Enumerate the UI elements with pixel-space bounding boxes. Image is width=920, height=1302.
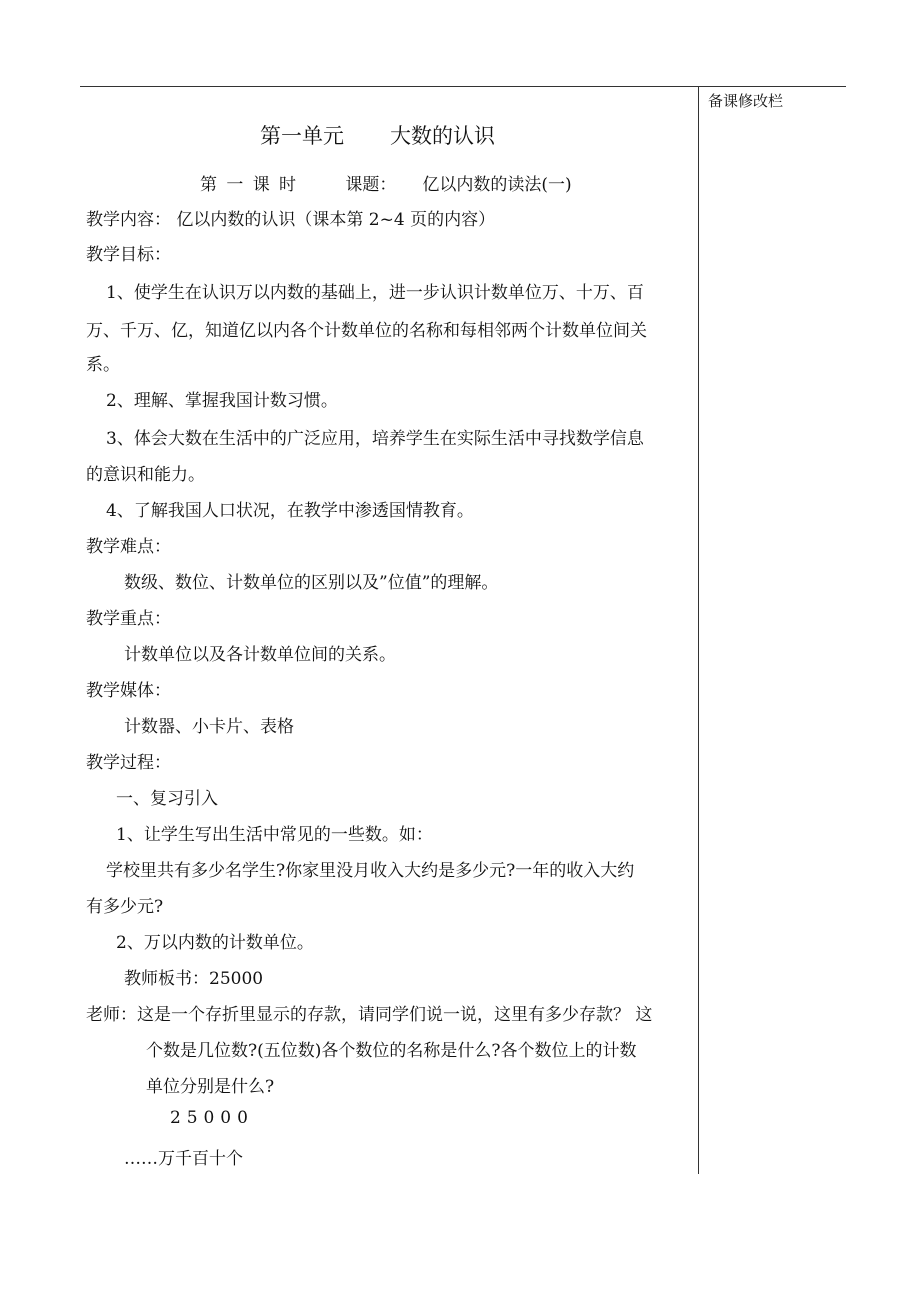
media-heading: 教学媒体： [86, 681, 171, 701]
media-text: 计数器、小卡片、表格 [124, 717, 294, 737]
process-line: 老师：这是一个存折里显示的存款，请同学们说一说，这里有多少存款？ 这 [86, 1005, 653, 1025]
goal-line: 3、体会大数在生活中的广泛应用，培养学生在实际生活中寻找数学信息 [106, 429, 644, 449]
key-text: 计数单位以及各计数单位间的关系。 [124, 645, 396, 665]
difficulty-text: 数级、数位、计数单位的区别以及”位值”的理解。 [124, 573, 499, 593]
teaching-content: 教学内容： 亿以内数的认识（课本第 2~4 页的内容） [86, 210, 496, 230]
process-heading: 教学过程： [86, 753, 171, 773]
process-line: 有多少元? [86, 897, 164, 917]
place-value-labels: ……万千百十个 [124, 1149, 243, 1169]
goal-line: 4、了解我国人口状况，在教学中渗透国情教育。 [106, 501, 474, 521]
board-number: 25000 [170, 1108, 254, 1128]
key-heading: 教学重点： [86, 609, 171, 629]
goal-line: 1、使学生在认识万以内数的基础上，进一步认识计数单位万、十万、百 [106, 283, 644, 303]
unit-name: 大数的认识 [390, 124, 495, 148]
goals-heading: 教学目标： [86, 245, 171, 265]
difficulty-heading: 教学难点： [86, 537, 171, 557]
process-line: 2、万以内数的计数单位。 [116, 933, 314, 953]
goal-line: 2、理解、掌握我国计数习惯。 [106, 391, 338, 411]
side-column-rule [698, 86, 699, 1174]
process-line: 教师板书：25000 [124, 969, 264, 989]
lesson-subtitle [200, 170, 572, 195]
process-line: 单位分别是什么? [146, 1077, 275, 1097]
process-line: 1、让学生写出生活中常见的一些数。如： [116, 825, 433, 845]
goal-line: 万、千万、亿，知道亿以内各个计数单位的名称和每相邻两个计数单位间关 [86, 321, 647, 341]
goal-line: 的意识和能力。 [86, 465, 205, 485]
top-rule [80, 86, 846, 87]
page-title [260, 120, 495, 150]
process-line: 个数是几位数?(五位数)各个数位的名称是什么?各个数位上的计数 [146, 1041, 637, 1061]
goal-line: 系。 [86, 355, 120, 375]
topic-label: 课题： [345, 175, 397, 195]
period-label: 第一课时 [200, 175, 306, 195]
process-line: 一、复习引入 [116, 789, 218, 809]
side-notes-label: 备课修改栏 [708, 92, 784, 110]
process-line: 学校里共有多少名学生?你家里没月收入大约是多少元?一年的收入大约 [106, 861, 635, 881]
topic-text: 亿以内数的读法(一) [422, 175, 572, 195]
unit-label: 第一单元 [260, 124, 344, 148]
